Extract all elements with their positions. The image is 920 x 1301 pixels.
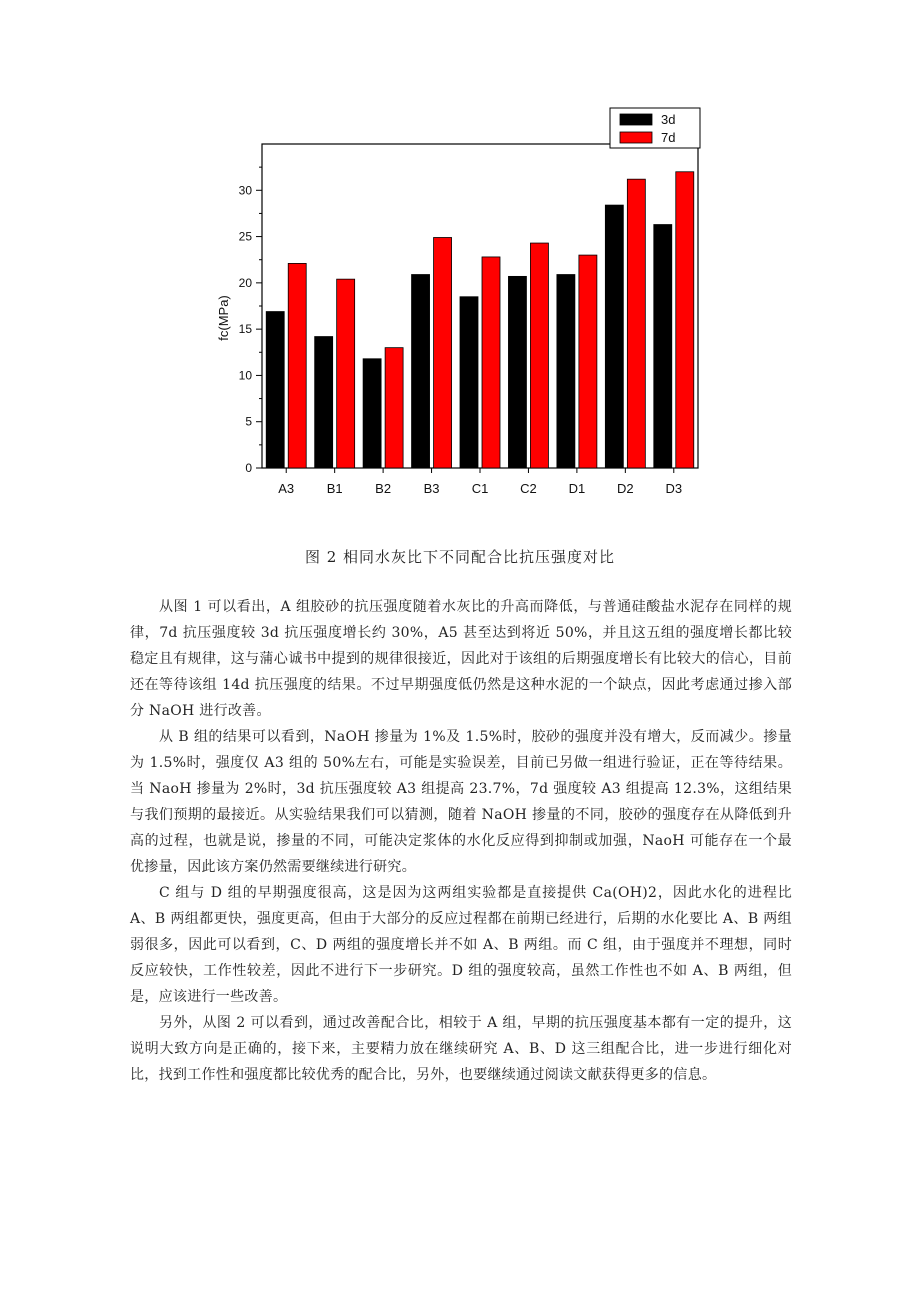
paragraph: C 组与 D 组的早期强度很高，这是因为这两组实验都是直接提供 Ca(OH)2，因此水化的进程比 A、B 两组都更快，强度更高，但由于大部分的反应过程都在前期已经进行，后期的水化要比 A、B 两组弱很多，因此可以看到，C、D 两组的强度增长并不如 A、B 两组。而 C 组，由于强度并不理想，同时反应较快，工作性较差，因此不进行下一步研究。D 组的强度较高，虽然工作性也不如 A、B 两组，但是，应该进行一些改善。 bbox=[130, 885, 792, 1005]
legend-swatch-3d bbox=[620, 114, 652, 125]
y-tick-label: 20 bbox=[238, 275, 252, 290]
legend bbox=[610, 108, 700, 148]
paragraph: 另外，从图 2 可以看到，通过改善配合比，相较于 A 组，早期的抗压强度基本都有一定的提升，这说明大致方向是正确的，接下来，主要精力放在继续研究 A、B、D 这三组配合比，进一步进行细化对比，找到工作性和强度都比较优秀的配合比，另外，也要继续通过阅读文献获得更多的信息。 bbox=[130, 1015, 792, 1083]
bar-3d-D3 bbox=[654, 225, 672, 468]
legend-label-3d: 3d bbox=[661, 112, 676, 127]
y-axis-label: fc(MPa) bbox=[216, 295, 231, 341]
x-tick-label: C2 bbox=[520, 481, 537, 496]
bar-7d-B3 bbox=[434, 237, 452, 468]
bar-7d-D1 bbox=[579, 255, 597, 468]
x-axis-ticks bbox=[278, 468, 682, 496]
y-axis-ticks bbox=[239, 167, 262, 475]
bar-3d-C1 bbox=[460, 297, 478, 468]
bar-7d-D3 bbox=[676, 172, 694, 468]
bar-3d-B1 bbox=[315, 337, 333, 468]
bar-3d-B2 bbox=[363, 359, 381, 468]
bar-7d-B2 bbox=[385, 348, 403, 468]
bar-7d-A3 bbox=[288, 263, 306, 468]
y-tick-label: 25 bbox=[238, 229, 252, 244]
x-tick-label: D1 bbox=[568, 481, 586, 496]
bar-3d-A3 bbox=[266, 312, 284, 468]
y-tick-label: 15 bbox=[238, 322, 252, 337]
bar-7d-C2 bbox=[530, 243, 548, 468]
bar-7d-D2 bbox=[627, 179, 645, 468]
strength-bar-chart bbox=[200, 100, 720, 510]
bar-3d-D1 bbox=[557, 275, 575, 468]
bar-3d-B3 bbox=[412, 275, 430, 468]
bar-3d-C2 bbox=[508, 276, 526, 468]
body-text bbox=[130, 594, 792, 1088]
bar-7d-C1 bbox=[482, 257, 500, 468]
paragraph: 从 B 组的结果可以看到，NaOH 掺量为 1%及 1.5%时，胶砂的强度并没有增大，反而减少。掺量为 1.5%时，强度仅 A3 组的 50%左右，可能是实验误差，目前已另做一组进行验证，正在等待结果。当 NaoH 掺量为 2%时，3d 抗压强度较 A3 组提高 23.7%，7d 强度较 A3 组提高 12.3%，这组结果与我们预期的最接近。从实验结果我们可以猜测，随着 NaOH 掺量的不同，胶砂的强度存在从降低到升高的过程，也就是说，掺量的不同，可能决定浆体的水化反应得到抑制或加强，NaoH 可能存在一个最优掺量，因此该方案仍然需要继续进行研究。 bbox=[130, 729, 792, 875]
y-tick-label: 10 bbox=[238, 368, 252, 383]
bar-7d-B1 bbox=[337, 279, 355, 468]
x-tick-label: B2 bbox=[375, 481, 392, 496]
x-tick-label: D3 bbox=[665, 481, 683, 496]
x-tick-label: D2 bbox=[617, 481, 634, 496]
y-tick-label: 30 bbox=[238, 183, 252, 198]
bar-3d-D2 bbox=[605, 205, 623, 468]
y-tick-label: 0 bbox=[245, 461, 252, 475]
x-tick-label: A3 bbox=[278, 481, 295, 496]
legend-swatch-7d bbox=[620, 132, 652, 143]
x-tick-label: B1 bbox=[326, 481, 343, 496]
bars bbox=[266, 172, 694, 468]
legend-label-7d: 7d bbox=[661, 130, 676, 145]
x-tick-label: B3 bbox=[423, 481, 440, 496]
x-tick-label: C1 bbox=[471, 481, 489, 496]
paragraph: 从图 1 可以看出，A 组胶砂的抗压强度随着水灰比的升高而降低，与普通硅酸盐水泥存在同样的规律，7d 抗压强度较 3d 抗压强度增长约 30%，A5 甚至达到将近 50%，并且这五组的强度增长都比较稳定且有规律，这与蒲心诚书中提到的规律很接近，因此对于该组的后期强度增长有比较大的信心，目前还在等待该组 14d 抗压强度的结果。不过早期强度低仍然是这种水泥的一个缺点，因此考虑通过掺入部分 NaOH 进行改善。 bbox=[130, 599, 792, 719]
y-tick-label: 5 bbox=[245, 414, 252, 429]
figure-caption: 图 2 相同水灰比下不同配合比抗压强度对比 bbox=[304, 548, 616, 566]
